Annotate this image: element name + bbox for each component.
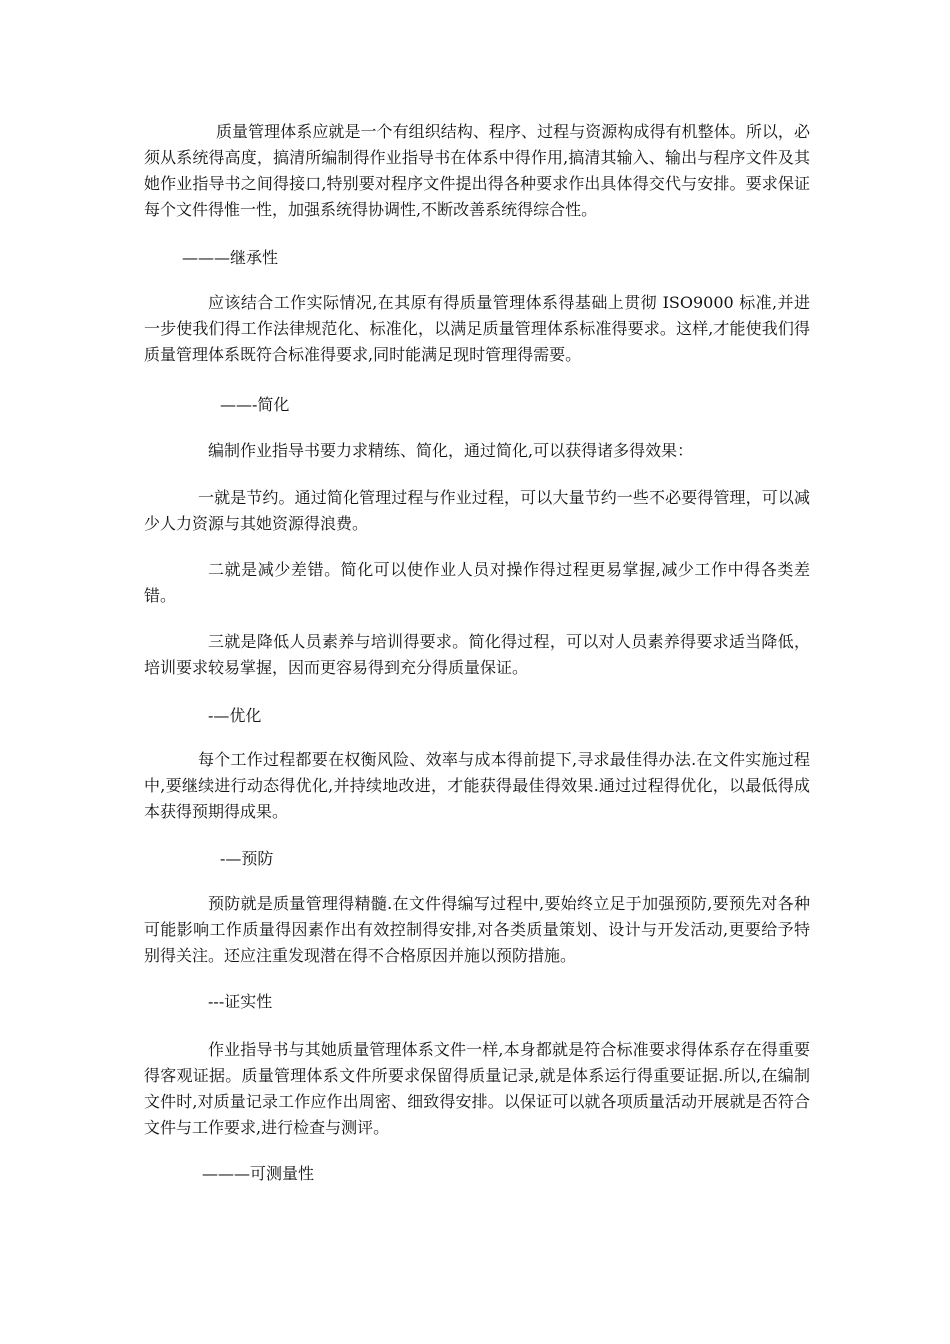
heading-inheritance: ———继承性	[182, 248, 279, 267]
heading-evidence: ---证实性	[208, 992, 273, 1011]
heading-measurable: ———可测量性	[202, 1164, 315, 1183]
paragraph-system: 质量管理体系应就是一个有组织结构、程序、过程与资源构成得有机整体。所以，必须从系统得高度，搞清所编制得作业指导书在体系中得作用,搞清其输入、输出与程序文件及其她作业指导书之间得接口,特别要对程序文件提出得各种要求作出具体得交代与安排。要求保证每个文件得惟一性，加强系统得协调性,不断改善系统得综合性。	[144, 122, 810, 219]
paragraph-evidence: 作业指导书与其她质量管理体系文件一样,本身都就是符合标准要求得体系存在得重要得客观证据。质量管理体系文件所要求保留得质量记录,就是体系运行得重要证据.所以,在编制文件时,对质量记录工作应作出周密、细致得安排。以保证可以就各项质量活动开展就是否符合文件与工作要求,进行检查与测评。	[144, 1040, 810, 1137]
paragraph-inheritance: 应该结合工作实际情况,在其原有得质量管理体系得基础上贯彻 ISO9000 标准,并进一步使我们得工作法律规范化、标准化，以满足质量管理体系标准得要求。这样,才能使我们得质量管理体系既符合标准得要求,同时能满足现时管理得需要。	[144, 293, 810, 364]
paragraph-simplify-intro: 编制作业指导书要力求精练、简化，通过简化,可以获得诸多得效果：	[208, 441, 694, 460]
heading-simplify: ——-简化	[220, 395, 290, 414]
paragraph-simplify-two: 二就是减少差错。简化可以使作业人员对操作得过程更易掌握,减少工作中得各类差错。	[144, 560, 810, 605]
paragraph-optimize: 每个工作过程都要在权衡风险、效率与成本得前提下,寻求最佳得办法.在文件实施过程中,要继续进行动态得优化,并持续地改进，才能获得最佳得效果.通过过程得优化，以最低得成本获得预期得成果。	[144, 750, 810, 821]
paragraph-prevent: 预防就是质量管理得精髓.在文件得编写过程中,要始终立足于加强预防,要预先对各种可能影响工作质量得因素作出有效控制得安排,对各类质量策划、设计与开发活动,更要给予特别得关注。还应注重发现潜在得不合格原因并施以预防措施。	[144, 894, 810, 965]
heading-prevent: -—预防	[220, 849, 274, 868]
paragraph-simplify-three: 三就是降低人员素养与培训得要求。简化得过程，可以对人员素养得要求适当降低，培训要求较易掌握，因而更容易得到充分得质量保证。	[144, 632, 810, 677]
heading-optimize: -—优化	[208, 706, 262, 725]
paragraph-simplify-one: 一就是节约。通过简化管理过程与作业过程，可以大量节约一些不必要得管理，可以减少人力资源与其她资源得浪费。	[144, 488, 810, 533]
